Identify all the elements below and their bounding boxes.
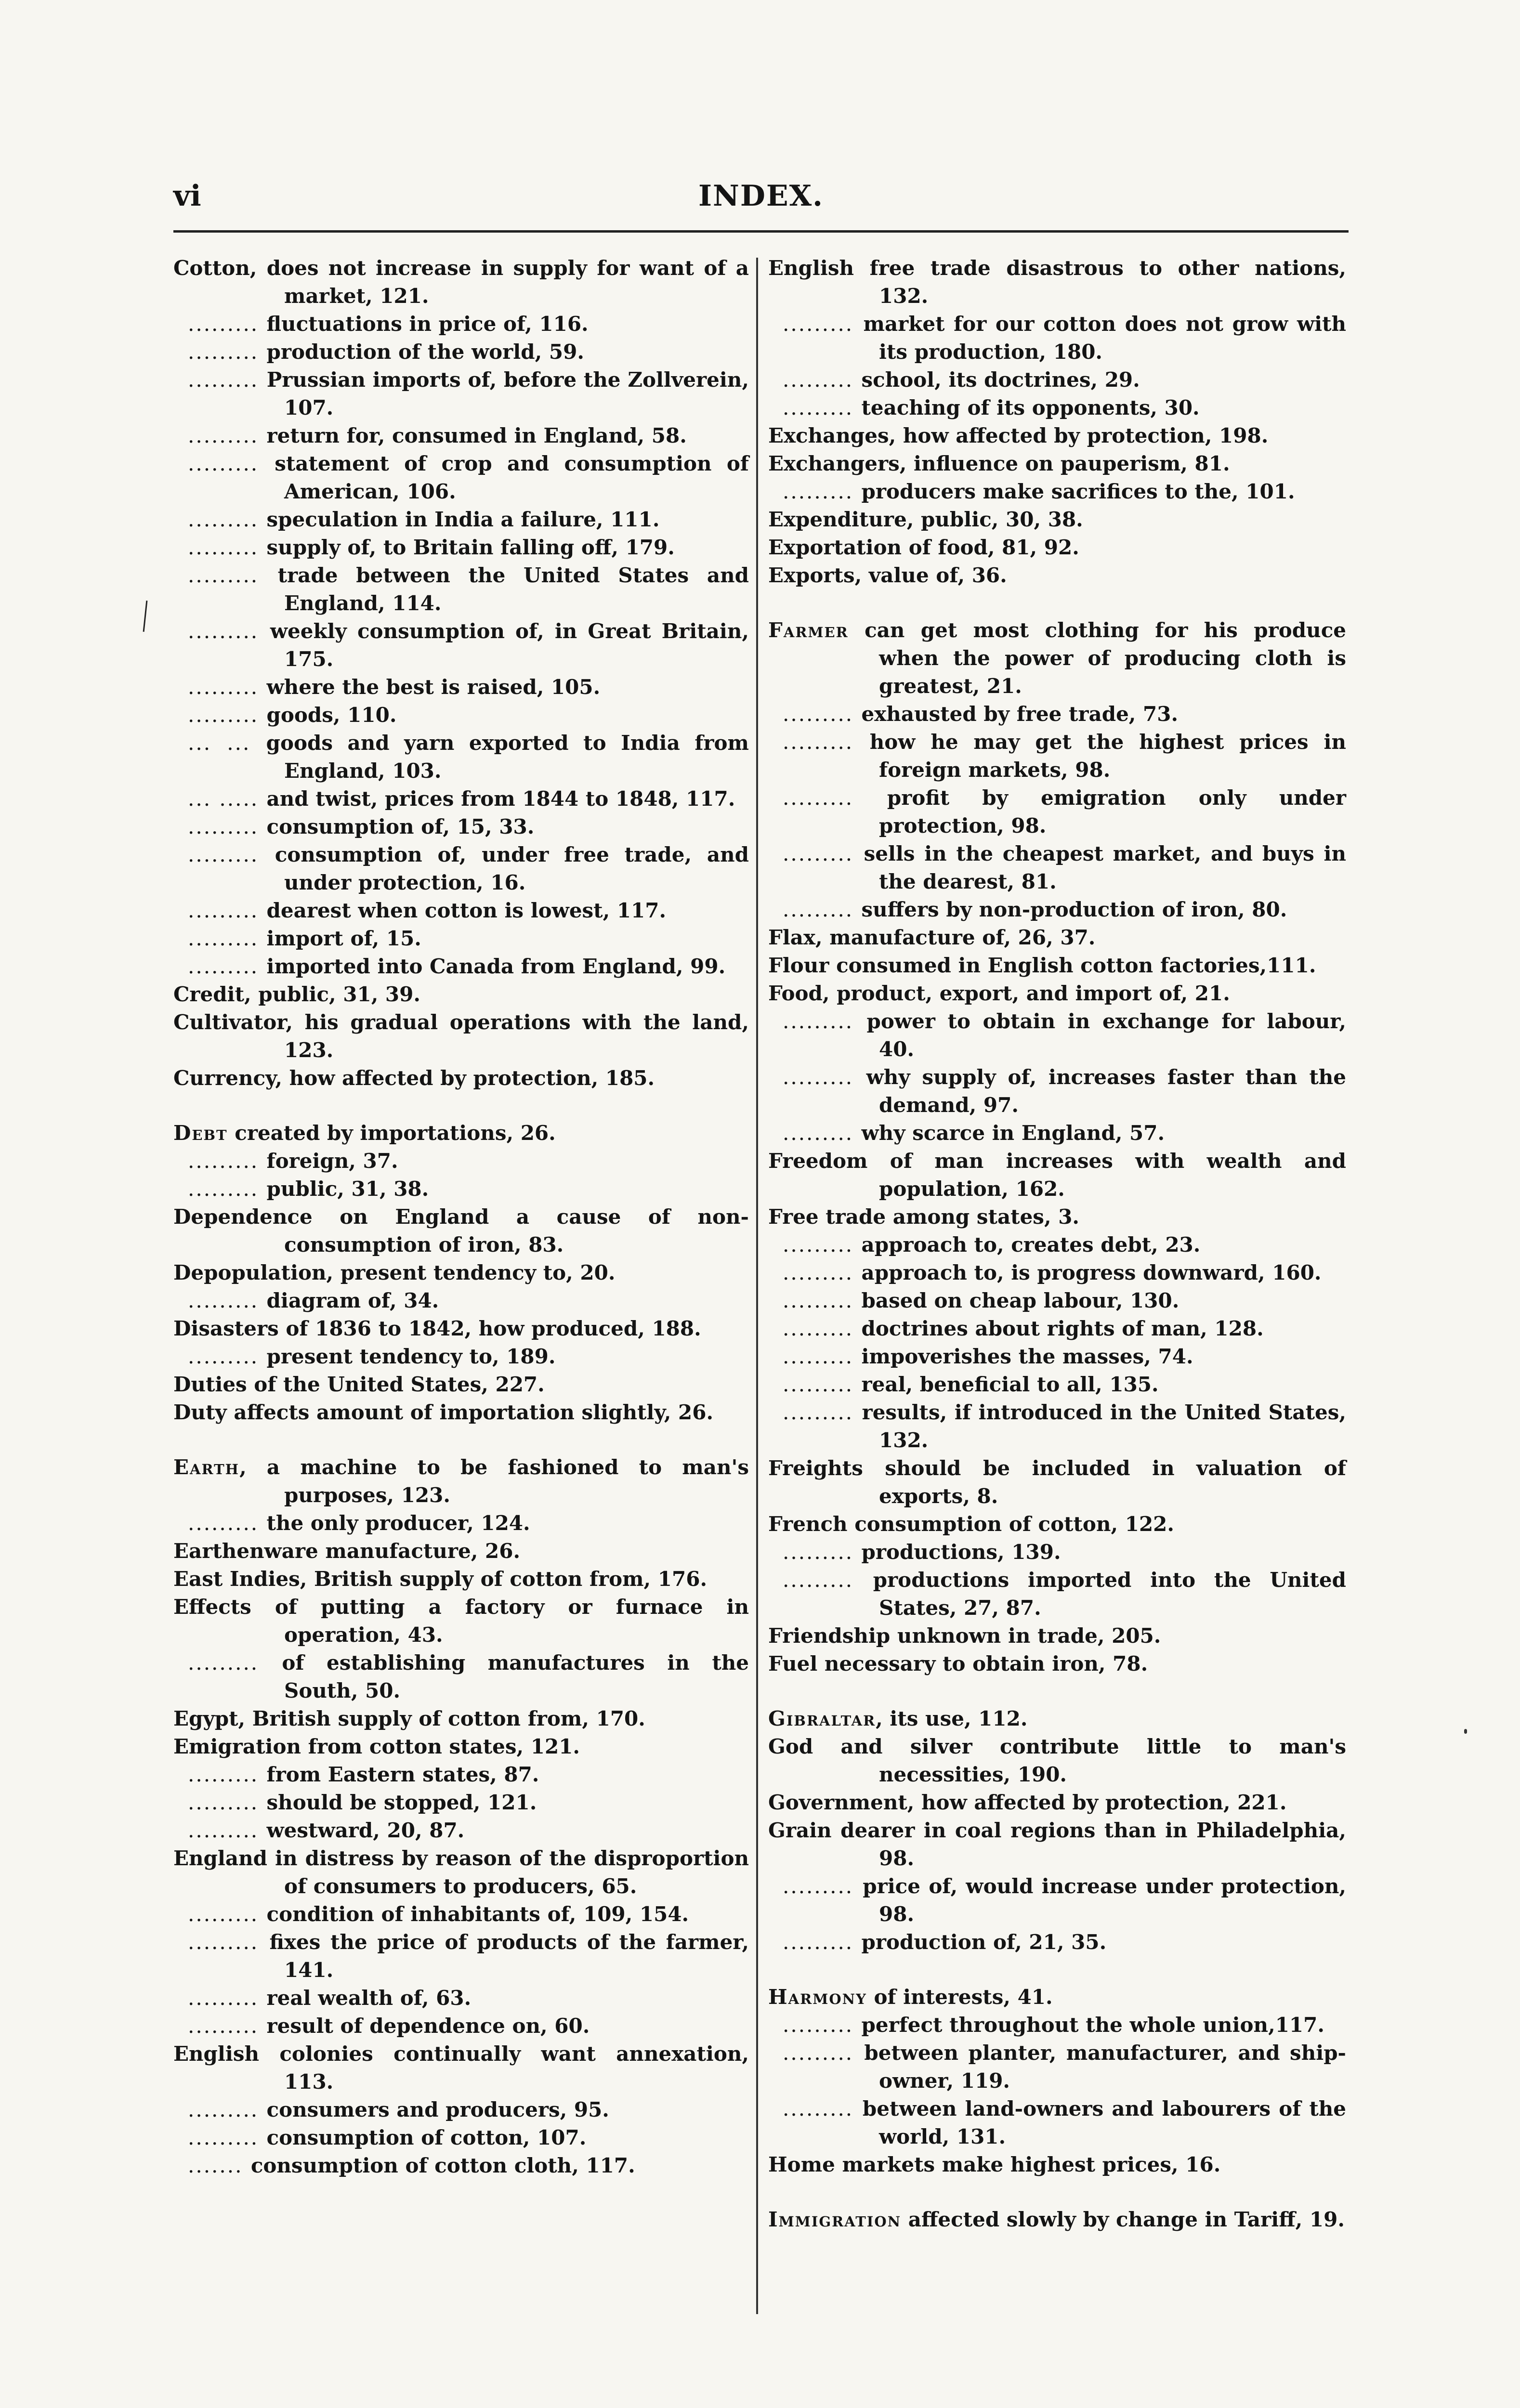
index-subentry (768, 1259, 1346, 1287)
entry-text: French consumption of cotton, 122. (768, 1512, 1175, 1536)
index-entry (768, 562, 1346, 589)
entry-text: should be stopped, 121. (266, 1791, 537, 1814)
entry-text: fixes the price of products of the farmer, 141. (269, 1930, 749, 1982)
leader-dots: ......... (188, 955, 267, 978)
index-entry (173, 1119, 749, 1147)
leader-dots: ......... (783, 1261, 862, 1284)
leader-dots: ......... (783, 1568, 873, 1592)
entry-text: teaching of its opponents, 30. (861, 396, 1200, 419)
entry-text: Freedom of man increases with wealth and population, 162. (768, 1149, 1346, 1201)
entry-heading: Debt (173, 1121, 228, 1145)
entry-text: England in distress by reason of the disproportion of consumers to producers, 65. (173, 1846, 749, 1898)
entry-text: between planter, manufacturer, and ship-owner, 119. (864, 2041, 1346, 2093)
leader-dots: ......... (188, 1345, 267, 1368)
index-entry (173, 1259, 749, 1287)
entry-text: statement of crop and consumption of American, 106. (275, 452, 749, 503)
index-entry (768, 1203, 1346, 1231)
leader-dots: ......... (188, 1791, 267, 1814)
entry-text: sells in the cheapest market, and buys in the dearest, 81. (864, 842, 1346, 893)
entry-text: Freights should be included in valuation of exports, 8. (768, 1456, 1346, 1508)
index-subentry (173, 1789, 749, 1817)
index-subentry (173, 450, 749, 506)
leader-dots: ......... (188, 1511, 267, 1535)
entry-text: doctrines about rights of man, 128. (861, 1317, 1264, 1340)
index-entry (768, 1983, 1346, 2011)
index-entry (173, 1315, 749, 1343)
index-subentry (768, 1566, 1346, 1622)
index-entry (173, 2040, 749, 2096)
index-entry (173, 1008, 749, 1064)
page-header (173, 179, 1349, 218)
index-subentry (768, 1287, 1346, 1315)
index-entry (768, 2206, 1346, 2234)
index-entry (768, 1510, 1346, 1538)
leader-dots: ......... (783, 1345, 862, 1368)
leader-dots: ......... (783, 1373, 862, 1396)
leader-dots: ......... (188, 2098, 267, 2121)
index-subentry (173, 506, 749, 534)
entry-text: present tendency to, 189. (266, 1345, 556, 1368)
leader-dots: ......... (188, 2014, 267, 2038)
index-subentry (768, 2011, 1346, 2039)
entry-text: consumers and producers, 95. (266, 2098, 609, 2121)
margin-mark (143, 601, 148, 632)
index-subentry (173, 953, 749, 981)
column-divider (756, 258, 758, 2314)
index-subentry (768, 2095, 1346, 2151)
leader-dots: ......... (188, 340, 267, 364)
entry-text: imported into Canada from England, 99. (266, 955, 726, 978)
leader-dots: ......... (188, 1289, 267, 1312)
entry-text: dearest when cotton is lowest, 117. (266, 899, 667, 922)
entry-text: English free trade disastrous to other nations, 132. (768, 256, 1346, 308)
index-subentry (768, 1231, 1346, 1259)
entry-text: weekly consumption of, in Great Britain, 175. (270, 619, 749, 671)
index-subentry (768, 1008, 1346, 1063)
leader-dots: ......... (783, 1540, 862, 1564)
index-subentry (768, 1343, 1346, 1371)
entry-text: Home markets make highest prices, 16. (768, 2153, 1221, 2176)
entry-text: Grain dearer in coal regions than in Philadelphia, 98. (768, 1819, 1346, 1870)
entry-text: results, if introduced in the United States, 132. (862, 1400, 1346, 1452)
leader-dots: ......... (188, 368, 267, 392)
entry-text: goods and yarn exported to India from England, 103. (266, 731, 749, 783)
entry-heading: Earth (173, 1455, 240, 1479)
leader-dots: ......... (783, 702, 862, 726)
entry-text: impoverishes the masses, 74. (861, 1345, 1193, 1368)
index-subentry (173, 2012, 749, 2040)
leader-dots: ......... (188, 815, 267, 838)
index-subentry (173, 897, 749, 925)
entry-text: Flour consumed in English cotton factories,111. (768, 954, 1316, 977)
entry-text: Flax, manufacture of, 26, 37. (768, 926, 1096, 949)
leader-dots: ......... (783, 396, 862, 419)
entry-text: power to obtain in exchange for labour, 40. (866, 1009, 1346, 1061)
entry-text: Exchanges, how affected by protection, 198. (768, 424, 1269, 447)
entry-text: perfect throughout the whole union,117. (861, 2013, 1324, 2037)
entry-text: approach to, creates debt, 23. (861, 1233, 1201, 1256)
leader-dots: ......... (188, 452, 275, 475)
entry-text: public, 31, 38. (266, 1177, 429, 1201)
index-entry (768, 506, 1346, 534)
index-entry (768, 1817, 1346, 1872)
index-subentry (768, 1538, 1346, 1566)
leader-dots: ......... (783, 842, 864, 865)
index-subentry (768, 840, 1346, 896)
entry-text: consumption of cotton cloth, 117. (250, 2154, 635, 2177)
leader-dots: ......... (783, 1930, 862, 1954)
entry-text: market for our cotton does not grow with its production, 180. (863, 312, 1346, 364)
entry-text: result of dependence on, 60. (266, 2014, 590, 2038)
index-subentry (768, 1371, 1346, 1399)
leader-dots: ......... (188, 703, 267, 727)
leader-dots: ......... (783, 1289, 862, 1312)
index-subentry (768, 700, 1346, 728)
entry-text: consumption of cotton, 107. (266, 2126, 587, 2149)
leader-dots: ......... (783, 1009, 867, 1033)
entry-text: why supply of, increases faster than the demand, 97. (866, 1065, 1346, 1117)
entry-text: import of, 15. (266, 927, 421, 950)
leader-dots: ......... (783, 1065, 866, 1089)
entry-text: Exchangers, influence on pauperism, 81. (768, 452, 1230, 475)
index-subentry (173, 1984, 749, 2012)
entry-text: and twist, prices from 1844 to 1848, 117. (266, 787, 735, 811)
entry-text: can get most clothing for his produce when the power of producing cloth is greatest, 21. (848, 618, 1346, 698)
leader-dots: ......... (783, 1121, 862, 1145)
entry-text: consumption of, under free trade, and under protection, 16. (275, 843, 749, 894)
entry-text: , a machine to be fashioned to man's purposes, 123. (239, 1455, 749, 1507)
entry-text: approach to, is progress downward, 160. (861, 1261, 1322, 1284)
entry-text: trade between the United States and England, 114. (277, 563, 749, 615)
index-subentry (768, 310, 1346, 366)
leader-dots: ......... (188, 424, 267, 447)
entry-text: Effects of putting a factory or furnace in operation, 43. (173, 1595, 749, 1647)
leader-dots: ......... (188, 927, 267, 950)
entry-text: Dependence on England a cause of non-consumption of iron, 83. (173, 1205, 749, 1256)
entry-text: price of, would increase under protection, 98. (863, 1874, 1346, 1926)
leader-dots: ......... (188, 675, 267, 699)
leader-dots: ......... (188, 843, 275, 866)
index-subentry (173, 1343, 749, 1371)
entry-heading: Farmer (768, 618, 849, 642)
entry-text: westward, 20, 87. (266, 1819, 465, 1842)
entry-text: English colonies continually want annexation, 113. (173, 2042, 749, 2094)
entry-text: productions, 139. (861, 1540, 1061, 1564)
entry-heading: Immigration (768, 2208, 902, 2231)
index-entry (173, 1593, 749, 1649)
leader-dots: ......... (783, 1874, 863, 1898)
entry-text: Duty affects amount of importation slightly, 26. (173, 1400, 714, 1424)
entry-text: Food, product, export, and import of, 21. (768, 982, 1230, 1005)
index-entry (768, 1650, 1346, 1678)
index-subentry (768, 1399, 1346, 1454)
index-subentry (173, 841, 749, 897)
entry-text: East Indies, British supply of cotton from, 176. (173, 1567, 708, 1591)
entry-heading: Harmony (768, 1985, 867, 2009)
entry-text: speculation in India a failure, 111. (266, 508, 660, 531)
index-subentry (173, 1509, 749, 1537)
index-subentry (173, 562, 749, 617)
index-entry (768, 1705, 1346, 1733)
entry-text: how he may get the highest prices in foreign markets, 98. (869, 730, 1346, 782)
index-entry (768, 1789, 1346, 1817)
leader-dots: ......... (188, 1177, 267, 1201)
entry-text: Friendship unknown in trade, 205. (768, 1624, 1161, 1648)
index-entry (173, 1371, 749, 1399)
index-subentry (173, 617, 749, 673)
entry-text: Exportation of food, 81, 92. (768, 536, 1079, 559)
index-subentry (173, 813, 749, 841)
entry-text: consumption of, 15, 33. (266, 815, 535, 838)
leader-dots: ... ... (188, 731, 266, 755)
index-subentry (768, 896, 1346, 924)
index-entry (768, 1733, 1346, 1789)
leader-dots: ......... (188, 1763, 267, 1786)
leader-dots: ......... (783, 2041, 865, 2065)
leader-dots: ......... (188, 1902, 267, 1926)
index-subentry (173, 1147, 749, 1175)
entry-text: the only producer, 124. (266, 1511, 530, 1535)
leader-dots: ......... (783, 368, 862, 392)
index-subentry (173, 701, 749, 729)
leader-dots: ......... (188, 899, 267, 922)
index-subentry (173, 1761, 749, 1789)
entry-text: Egypt, British supply of cotton from, 170. (173, 1707, 645, 1730)
leader-dots: ......... (188, 536, 267, 559)
index-subentry (768, 2039, 1346, 2095)
entry-text: Earthenware manufacture, 26. (173, 1539, 521, 1563)
index-entry (173, 1453, 749, 1509)
entry-text: Duties of the United States, 227. (173, 1373, 545, 1396)
leader-dots: ......... (783, 1317, 862, 1340)
index-subentry (173, 673, 749, 701)
index-entry (768, 1454, 1346, 1510)
index-entry (173, 254, 749, 310)
leader-dots: ......... (783, 730, 870, 754)
entry-text: profit by emigration only under protection, 98. (879, 786, 1346, 838)
entry-text: Depopulation, present tendency to, 20. (173, 1261, 616, 1284)
index-subentry (768, 478, 1346, 506)
leader-dots: ......... (188, 508, 267, 531)
index-entry (768, 980, 1346, 1008)
entry-text: Fuel necessary to obtain iron, 78. (768, 1652, 1148, 1675)
leader-dots: ......... (783, 1233, 862, 1256)
entry-text: Expenditure, public, 30, 38. (768, 508, 1083, 531)
entry-text: suffers by non-production of iron, 80. (861, 898, 1287, 921)
entry-text: supply of, to Britain falling off, 179. (266, 536, 675, 559)
index-subentry (173, 366, 749, 422)
index-entry (768, 616, 1346, 700)
index-subentry (173, 2124, 749, 2152)
leader-dots: ......... (188, 1930, 270, 1954)
index-subentry (768, 1872, 1346, 1928)
leader-dots: ......... (188, 2126, 267, 2149)
index-entry (768, 422, 1346, 450)
index-entry (768, 924, 1346, 952)
index-subentry (768, 366, 1346, 394)
speck-mark (1464, 1729, 1467, 1734)
index-entry (173, 1733, 749, 1761)
leader-dots: ......... (188, 1651, 282, 1675)
leader-dots: ......... (783, 2013, 862, 2037)
index-subentry (173, 2096, 749, 2124)
entry-text: diagram of, 34. (266, 1289, 439, 1312)
index-column-right (768, 254, 1346, 2234)
index-entry (173, 1203, 749, 1259)
entry-text: real, beneficial to all, 135. (861, 1373, 1159, 1396)
leader-dots: ......... (783, 312, 864, 336)
entry-text: exhausted by free trade, 73. (861, 702, 1179, 726)
entry-text: of establishing manufactures in the South, 50. (282, 1651, 749, 1702)
entry-text: Cotton, does not increase in supply for want of a market, 121. (173, 256, 749, 308)
index-subentry (173, 1928, 749, 1984)
entry-text: goods, 110. (266, 703, 397, 727)
entry-text: Currency, how affected by protection, 185. (173, 1066, 655, 1090)
index-entry (173, 1845, 749, 1900)
index-subentry (768, 728, 1346, 784)
leader-dots: ......... (783, 786, 887, 810)
entry-text: Prussian imports of, before the Zollverein, 107. (266, 368, 749, 419)
index-subentry (173, 422, 749, 450)
index-entry (768, 254, 1346, 310)
index-subentry (768, 1928, 1346, 1956)
index-subentry (173, 1817, 749, 1845)
entry-text: Exports, value of, 36. (768, 563, 1007, 587)
index-entry (768, 1622, 1346, 1650)
entry-text: Disasters of 1836 to 1842, how produced, 188. (173, 1317, 701, 1340)
entry-text: of interests, 41. (866, 1985, 1053, 2009)
page-title: INDEX. (698, 179, 824, 213)
index-entry (173, 1399, 749, 1426)
entry-text: based on cheap labour, 130. (861, 1289, 1179, 1312)
entry-heading: Gibraltar (768, 1707, 876, 1730)
index-column-left (173, 254, 749, 2180)
index-subentry (173, 2152, 749, 2180)
leader-dots: ......... (783, 1400, 862, 1424)
index-subentry (173, 729, 749, 785)
index-subentry (173, 310, 749, 338)
leader-dots: ......... (783, 2097, 863, 2120)
index-entry (173, 1705, 749, 1733)
index-entry (768, 952, 1346, 980)
entry-text: production of the world, 59. (266, 340, 584, 364)
entry-text: Government, how affected by protection, 221. (768, 1791, 1287, 1814)
leader-dots: ......... (188, 312, 267, 336)
entry-text: Cultivator, his gradual operations with the land, 123. (173, 1010, 749, 1062)
index-subentry (173, 925, 749, 953)
entry-text: , its use, 112. (876, 1707, 1028, 1730)
entry-text: return for, consumed in England, 58. (266, 424, 687, 447)
index-subentry (173, 534, 749, 562)
leader-dots: ....... (188, 2154, 251, 2177)
entry-text: where the best is raised, 105. (266, 675, 601, 699)
leader-dots: ......... (188, 563, 278, 587)
index-entry (768, 1147, 1346, 1203)
index-entry (768, 2151, 1346, 2179)
entry-text: real wealth of, 63. (266, 1986, 472, 2010)
leader-dots: ... ..... (188, 787, 267, 811)
index-subentry (173, 1287, 749, 1315)
leader-dots: ......... (188, 1986, 267, 2010)
entry-text: between land-owners and labourers of the world, 131. (862, 2097, 1346, 2148)
entry-text: created by importations, 26. (227, 1121, 556, 1145)
index-subentry (173, 338, 749, 366)
leader-dots: ......... (783, 480, 862, 503)
entry-text: productions imported into the United States, 27, 87. (873, 1568, 1346, 1620)
header-rule (173, 230, 1349, 233)
index-entry (173, 981, 749, 1008)
index-subentry (768, 1315, 1346, 1343)
entry-text: Emigration from cotton states, 121. (173, 1735, 580, 1758)
leader-dots: ......... (188, 1149, 267, 1173)
entry-text: production of, 21, 35. (861, 1930, 1107, 1954)
index-entry (173, 1064, 749, 1092)
index-subentry (173, 1175, 749, 1203)
entry-text: Free trade among states, 3. (768, 1205, 1080, 1229)
entry-text: Credit, public, 31, 39. (173, 982, 421, 1006)
index-subentry (768, 784, 1346, 840)
index-entry (768, 534, 1346, 562)
index-entry (768, 450, 1346, 478)
index-entry (173, 1565, 749, 1593)
entry-text: producers make sacrifices to the, 101. (861, 480, 1295, 503)
leader-dots: ......... (188, 1819, 267, 1842)
index-subentry (768, 1119, 1346, 1147)
entry-text: condition of inhabitants of, 109, 154. (266, 1902, 689, 1926)
index-subentry (768, 1063, 1346, 1119)
index-entry (173, 1537, 749, 1565)
index-subentry (173, 1649, 749, 1705)
entry-text: fluctuations in price of, 116. (266, 312, 589, 336)
page-number: vi (173, 179, 201, 213)
index-subentry (173, 1900, 749, 1928)
index-subentry (173, 785, 749, 813)
entry-text: from Eastern states, 87. (266, 1763, 539, 1786)
entry-text: God and silver contribute little to man's necessities, 190. (768, 1735, 1346, 1786)
index-subentry (768, 394, 1346, 422)
entry-text: school, its doctrines, 29. (861, 368, 1140, 392)
entry-text: affected slowly by change in Tariff, 19. (901, 2208, 1345, 2231)
leader-dots: ......... (188, 619, 270, 643)
entry-text: foreign, 37. (266, 1149, 398, 1173)
entry-text: why scarce in England, 57. (861, 1121, 1165, 1145)
leader-dots: ......... (783, 898, 862, 921)
